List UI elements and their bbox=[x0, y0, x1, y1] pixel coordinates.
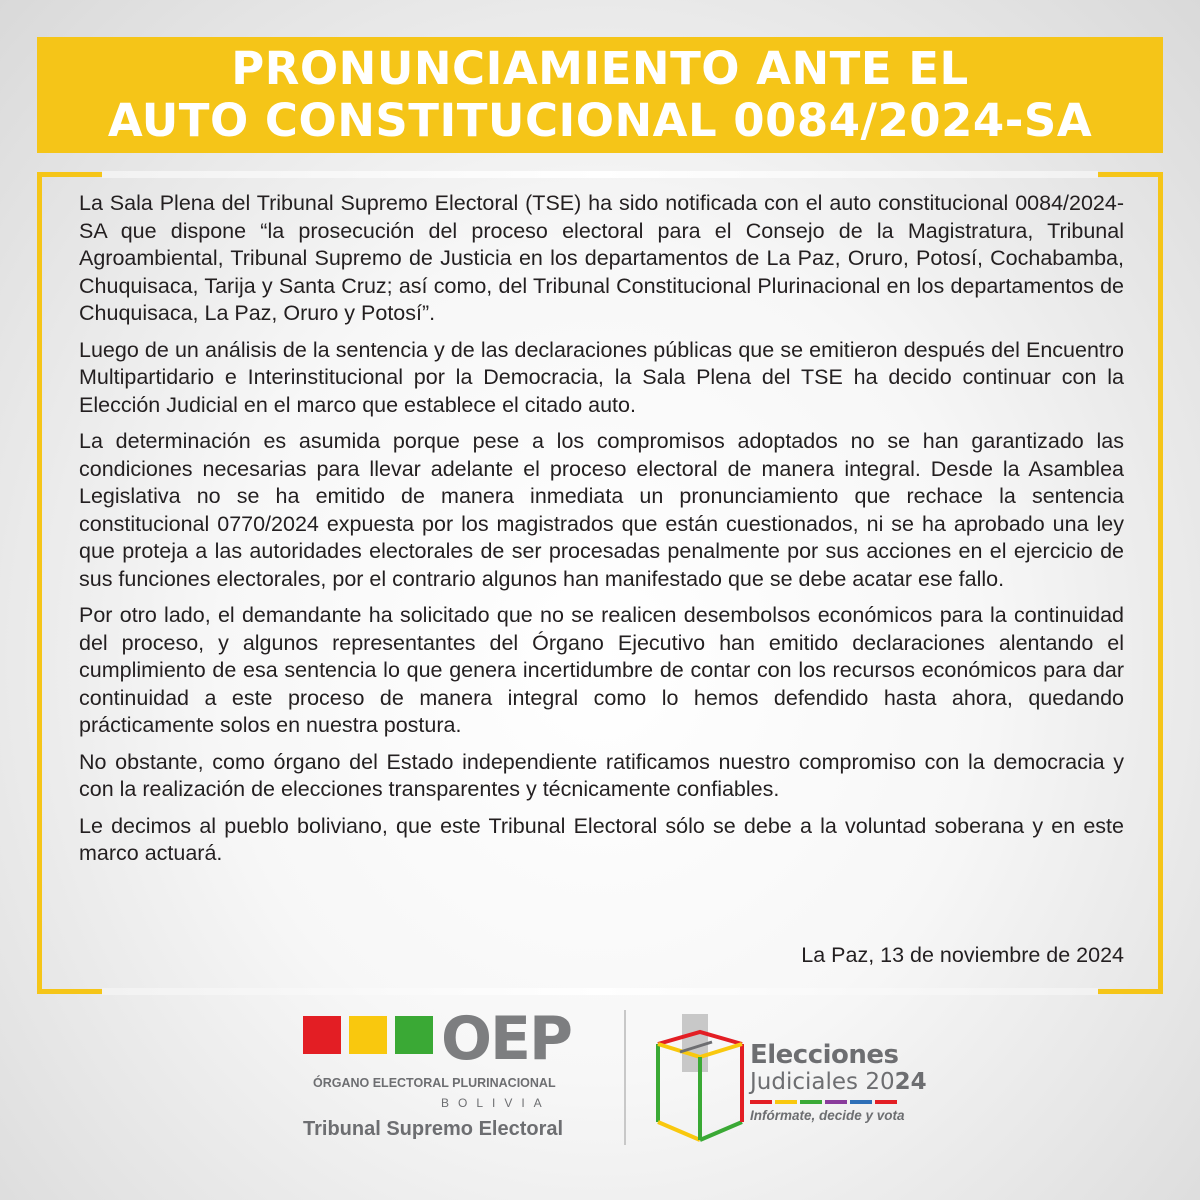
frame-bottom-gap bbox=[102, 988, 1098, 995]
judiciales-text: Judiciales 20 bbox=[750, 1069, 895, 1095]
oep-logo bbox=[303, 1004, 603, 1152]
page-title-line-1: PRONUNCIAMIENTO ANTE EL bbox=[231, 42, 969, 95]
paragraph-2: Luego de un análisis de la sentencia y de las declaraciones públicas que se emitieron después del Encuentro Multipartidario e Interinstitucional por la Democracia, la Sala Plena del TSE ha decido continuar con la Elección Judicial en el marco que establece el citado auto. bbox=[79, 337, 1124, 417]
logo-divider bbox=[624, 1010, 626, 1145]
slogan: Infórmate, decide y vota bbox=[750, 1108, 905, 1123]
paragraph-3: La determinación es asumida porque pese a los compromisos adoptados no se han garantizado las condiciones necesarias para llevar adelante el proceso electoral de manera integral. Desde la Asamblea Legislativa no se ha emitido de manera inmediata un pronunciamiento que rechace la sentencia constitucional 0770/2024 expuesta por los magistrados que están cuestionados, ni se ha aprobado una ley que proteja a las autoridades electorales de ser procesadas penalmente por sus acciones en el ejercicio de sus funciones electorales, por el contrario algunos han manifestado que se debe acatar ese fallo. bbox=[79, 429, 1124, 591]
elecciones-judiciales-logo bbox=[650, 1012, 927, 1152]
oep-country: BOLIVIA bbox=[441, 1096, 551, 1110]
elecciones-title: Elecciones bbox=[750, 1040, 899, 1070]
judiciales-year-end: 24 bbox=[894, 1069, 927, 1095]
judiciales-title bbox=[750, 1069, 927, 1095]
yellow-square-icon bbox=[349, 1016, 387, 1054]
page-title-line-2: AUTO CONSTITUCIONAL 0084/2024-SA bbox=[107, 94, 1093, 147]
green-square-icon bbox=[395, 1016, 433, 1054]
oep-organization-name: ÓRGANO ELECTORAL PLURINACIONAL bbox=[313, 1076, 556, 1090]
paragraph-4: Por otro lado, el demandante ha solicitado que no se realicen desembolsos económicos para la continuidad del proceso, y algunos representantes del Órgano Ejecutivo han emitido declaraciones alentando el cumplimiento de esa sentencia lo que genera incertidumbre de contar con los recursos económicos para dar continuidad a este proceso de manera integral como lo hemos defendido hasta ahora, quedando prácticamente solos en nuestra postura. bbox=[79, 603, 1124, 737]
oep-tribunal-name: Tribunal Supremo Electoral bbox=[303, 1118, 564, 1140]
statement-date: La Paz, 13 de noviembre de 2024 bbox=[801, 943, 1124, 967]
red-square-icon bbox=[303, 1016, 341, 1054]
frame-top-gap bbox=[102, 171, 1098, 178]
title-banner bbox=[37, 37, 1163, 153]
ballot-box-icon bbox=[650, 1012, 750, 1147]
statement-body bbox=[79, 190, 1124, 877]
oep-wordmark: OEP bbox=[441, 1004, 571, 1074]
paragraph-5: No obstante, como órgano del Estado independiente ratificamos nuestro compromiso con la democracia y con la realización de elecciones transparentes y técnicamente confiables. bbox=[79, 749, 1124, 801]
color-bar bbox=[750, 1100, 897, 1104]
paragraph-1: La Sala Plena del Tribunal Supremo Electoral (TSE) ha sido notificada con el auto constitucional 0084/2024-SA que dispone “la prosecución del proceso electoral para el Consejo de la Magistratura, Tribunal Agroambiental, Tribunal Supremo de Justicia en los departamentos de La Paz, Oruro, Potosí, Cochabamba, Chuquisaca, Tarija y Santa Cruz; así como, del Tribunal Constitucional Plurinacional en los departamentos de Chuquisaca, La Paz, Oruro y Potosí”. bbox=[79, 191, 1124, 325]
paragraph-6: Le decimos al pueblo boliviano, que este Tribunal Electoral sólo se debe a la voluntad soberana y en este marco actuará. bbox=[79, 813, 1124, 865]
